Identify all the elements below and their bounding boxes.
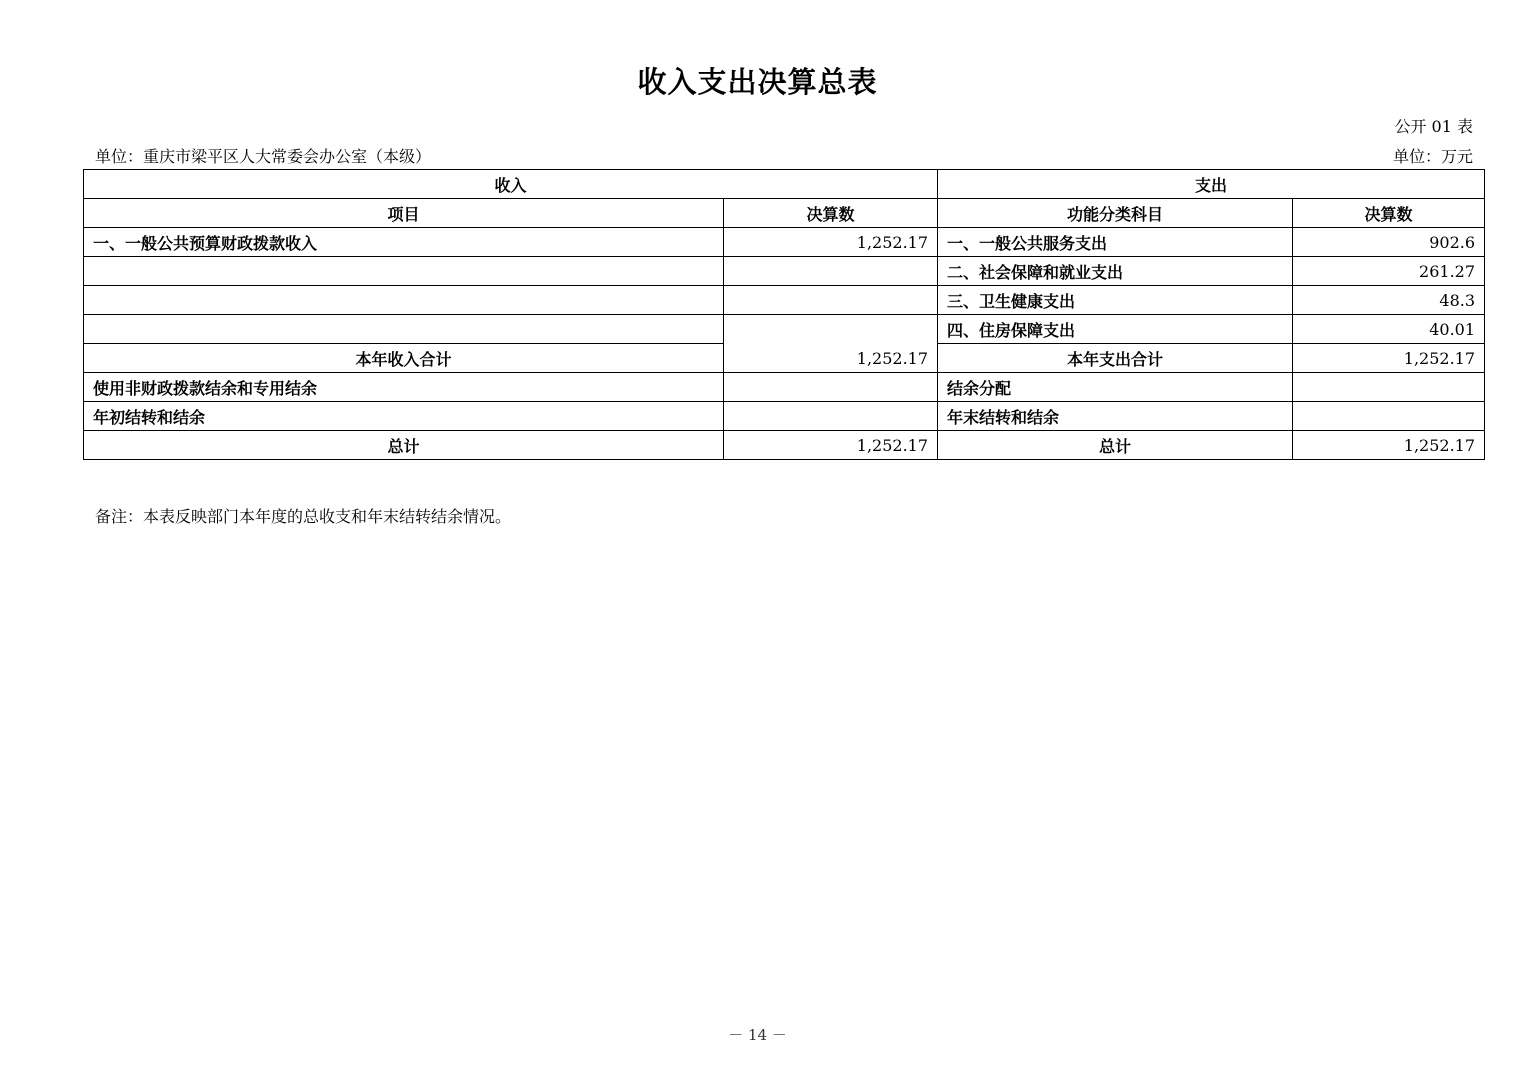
table-row: [84, 315, 1485, 344]
income-amount-cell: [724, 402, 938, 431]
income-item-cell: [84, 286, 724, 315]
column-header-item: 项目: [84, 199, 724, 228]
column-header-function: 功能分类科目: [938, 199, 1293, 228]
income-expense-table: [83, 169, 1485, 460]
group-header-income: 收入: [84, 170, 938, 199]
column-header-income-amount: 决算数: [724, 199, 938, 228]
expense-amount-cell: 40.01: [1293, 315, 1485, 344]
expense-subtotal-label: 本年支出合计: [938, 344, 1293, 373]
table-note: 备注：本表反映部门本年度的总收支和年末结转结余情况。: [95, 507, 512, 526]
income-amount-cell: [724, 257, 938, 286]
expense-item-cell: 结余分配: [938, 373, 1293, 402]
expense-amount-cell: [1293, 402, 1485, 431]
table-row: [84, 257, 1485, 286]
income-amount-cell: 1,252.17: [724, 228, 938, 257]
expense-item-cell: 二、社会保障和就业支出: [938, 257, 1293, 286]
expense-amount-cell: 902.6: [1293, 228, 1485, 257]
table-row-grand-total: [84, 431, 1485, 460]
expense-subtotal-amount: 1,252.17: [1293, 344, 1485, 373]
page-title: 收入支出决算总表: [637, 65, 878, 99]
income-grand-total-label: 总计: [84, 431, 724, 460]
expense-grand-total-label: 总计: [938, 431, 1293, 460]
expense-item-cell: 三、卫生健康支出: [938, 286, 1293, 315]
form-number: 公开 01 表: [1394, 117, 1473, 136]
expense-amount-cell: 261.27: [1293, 257, 1485, 286]
income-item-cell: [84, 257, 724, 286]
unit-currency: 单位：万元: [1392, 147, 1473, 166]
income-item-cell: [84, 315, 724, 344]
expense-amount-cell: 48.3: [1293, 286, 1485, 315]
column-header-expense-amount: 决算数: [1293, 199, 1485, 228]
income-total-amount-cell: 1,252.17: [724, 315, 938, 373]
table-column-header-row: [84, 199, 1485, 228]
table-row: [84, 286, 1485, 315]
income-item-cell: 一、一般公共预算财政拨款收入: [84, 228, 724, 257]
expense-item-cell: 年末结转和结余: [938, 402, 1293, 431]
table-row: [84, 402, 1485, 431]
income-amount-cell: [724, 286, 938, 315]
income-amount-cell: [724, 373, 938, 402]
group-header-expense: 支出: [938, 170, 1485, 199]
unit-organization: 单位：重庆市梁平区人大常委会办公室（本级）: [95, 147, 432, 166]
table-group-header-row: [84, 170, 1485, 199]
income-subtotal-label: 本年收入合计: [84, 344, 724, 373]
expense-item-cell: 一、一般公共服务支出: [938, 228, 1293, 257]
expense-amount-cell: [1293, 373, 1485, 402]
table-row: [84, 373, 1485, 402]
page-number: － 14 －: [728, 1026, 787, 1044]
income-grand-total-amount: 1,252.17: [724, 431, 938, 460]
income-item-cell: 年初结转和结余: [84, 402, 724, 431]
expense-grand-total-amount: 1,252.17: [1293, 431, 1485, 460]
expense-item-cell: 四、住房保障支出: [938, 315, 1293, 344]
table-row: [84, 228, 1485, 257]
income-item-cell: 使用非财政拨款结余和专用结余: [84, 373, 724, 402]
